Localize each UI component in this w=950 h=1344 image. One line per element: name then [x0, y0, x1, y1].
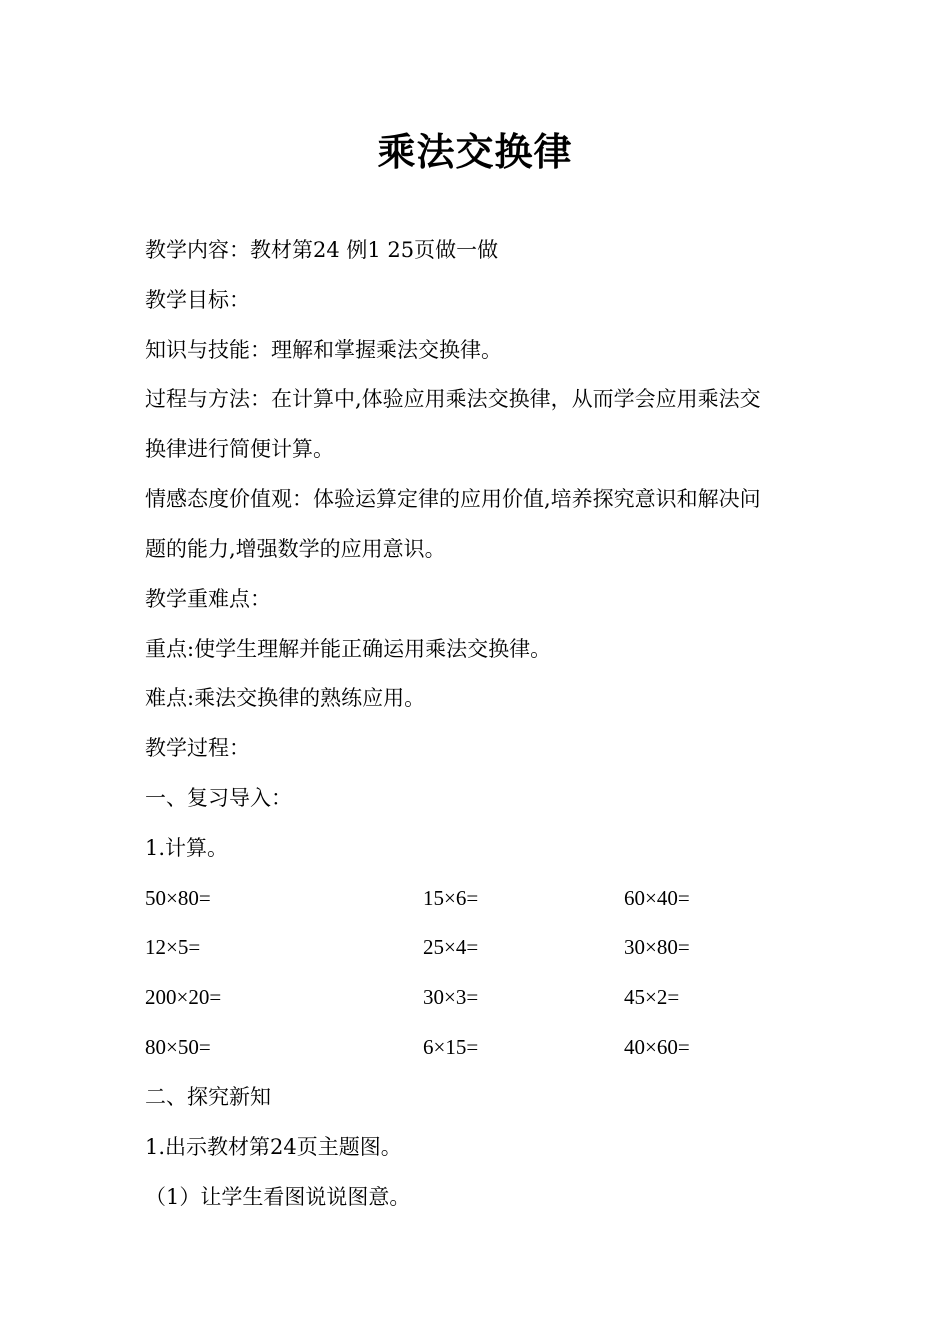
calc-item: 6×15= [423, 1035, 479, 1059]
key-points-heading: 教学重难点： [145, 587, 271, 611]
process-method-objective-line-1: 过程与方法：在计算中,体验应用乘法交换律，从而学会应用乘法交 [145, 387, 761, 411]
calc-item: 40×60= [624, 1035, 690, 1059]
calc-item: 200×20= [145, 985, 222, 1009]
subitem-describe-image: （1）让学生看图说说图意。 [145, 1185, 411, 1209]
item-calculate: 1.计算。 [145, 836, 229, 860]
process-heading: 教学过程： [145, 736, 250, 760]
calc-item: 60×40= [624, 886, 690, 910]
difficult-point: 难点:乘法交换律的熟练应用。 [145, 686, 426, 710]
knowledge-skill-objective: 知识与技能：理解和掌握乘法交换律。 [145, 338, 502, 362]
calc-item: 12×5= [145, 935, 201, 959]
emotion-objective-line-2: 题的能力,增强数学的应用意识。 [145, 537, 446, 561]
calc-item: 30×80= [624, 935, 690, 959]
calc-item: 50×80= [145, 886, 211, 910]
teaching-content: 教学内容：教材第24 例1 25页做一做 [145, 238, 499, 262]
item-show-theme-image: 1.出示教材第24页主题图。 [145, 1135, 402, 1159]
calc-item: 15×6= [423, 886, 479, 910]
calc-item: 30×3= [423, 985, 479, 1009]
objectives-heading: 教学目标： [145, 288, 250, 312]
key-point: 重点:使学生理解并能正确运用乘法交换律。 [145, 637, 552, 661]
calc-item: 80×50= [145, 1035, 211, 1059]
process-method-objective-line-2: 换律进行简便计算。 [145, 437, 334, 461]
calc-item: 45×2= [624, 985, 680, 1009]
calc-item: 25×4= [423, 935, 479, 959]
document-title: 乘法交换律 [377, 129, 573, 174]
section-explore: 二、探究新知 [145, 1085, 271, 1109]
emotion-objective-line-1: 情感态度价值观：体验运算定律的应用价值,培养探究意识和解决问 [145, 487, 761, 511]
section-review: 一、复习导入： [145, 786, 292, 810]
